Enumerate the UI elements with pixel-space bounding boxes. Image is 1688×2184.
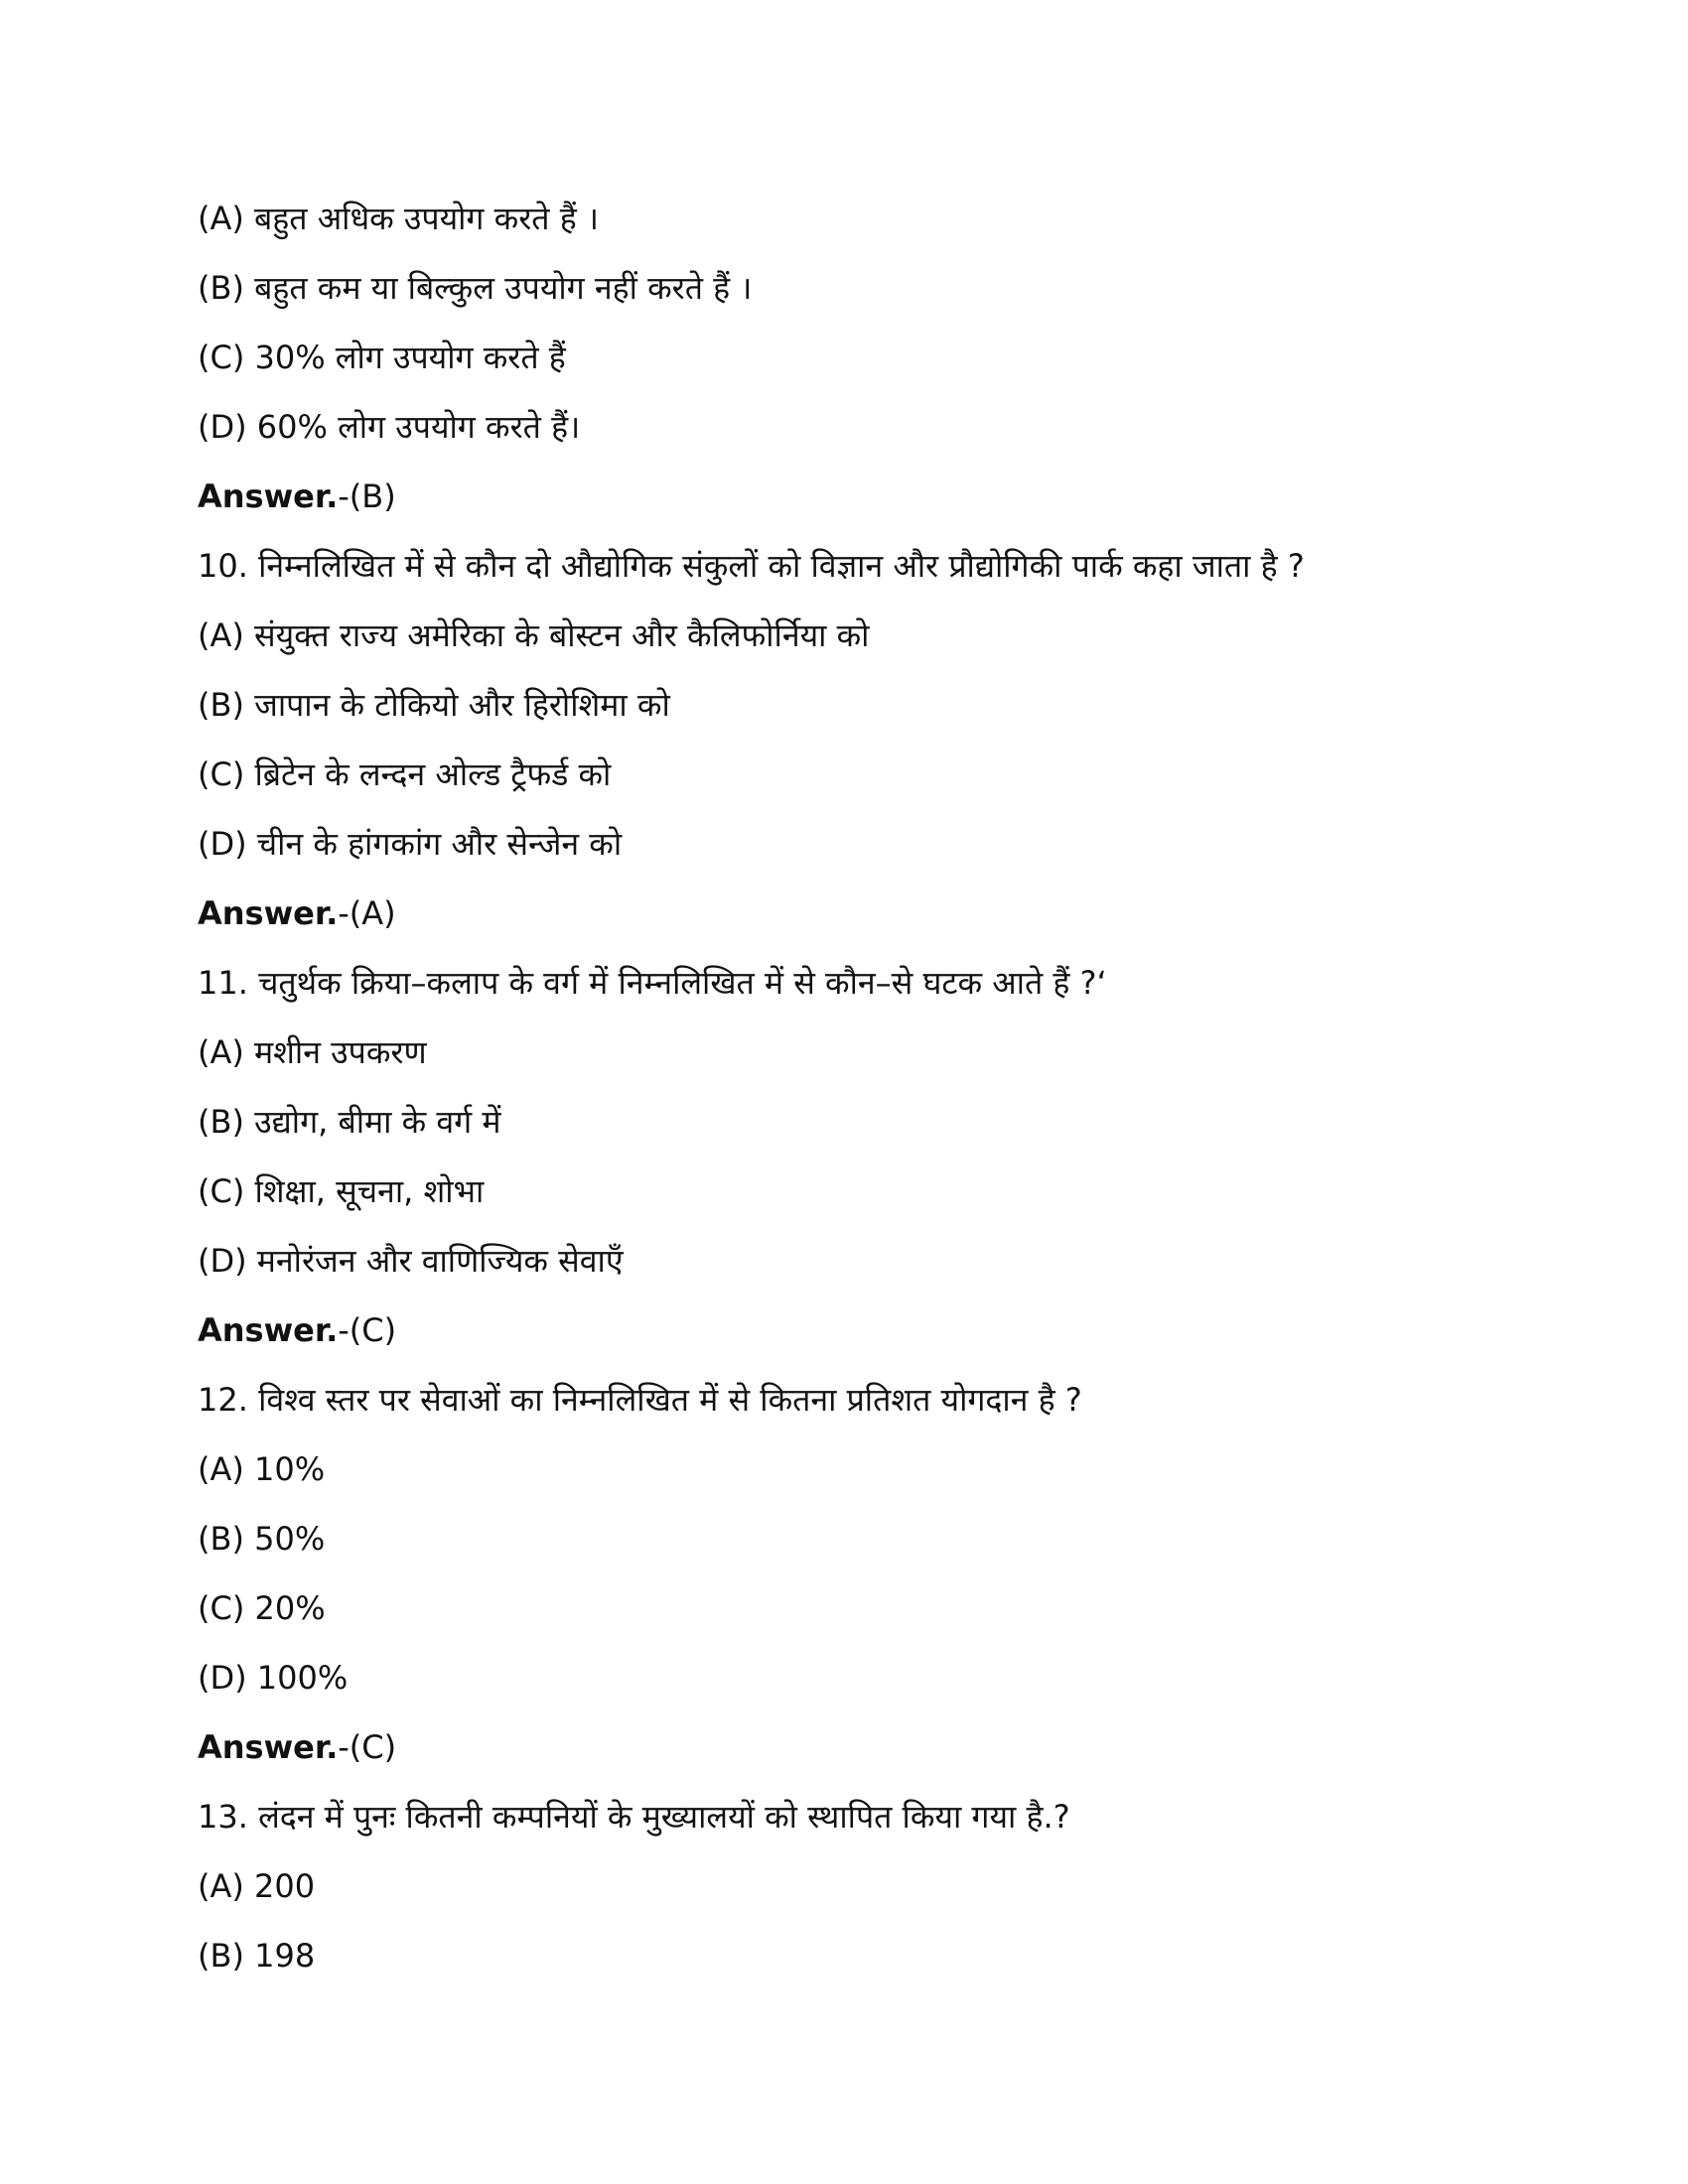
question-text: 11. चतुर्थक क्रिया–कलाप के वर्ग में निम्नलिखित में से कौन–से घटक आते हैं ?‘ [198, 964, 1107, 1002]
option-c: (C) 30% लोग उपयोग करते हैं [198, 339, 566, 376]
option-a: (A) संयुक्त राज्य अमेरिका के बोस्टन और कैलिफोर्निया को [198, 616, 870, 654]
answer-line [198, 889, 1488, 959]
answer-label: Answer. [198, 1311, 339, 1349]
option-b: (B) बहुत कम या बिल्कुल उपयोग नहीं करते हैं । [198, 269, 753, 307]
answer-label: Answer. [198, 1728, 339, 1766]
option-a: (A) 10% [198, 1450, 326, 1488]
option-d: (D) 100% [198, 1659, 349, 1697]
option-b: (B) 50% [198, 1520, 326, 1558]
answer-line [198, 1306, 1488, 1376]
answer-label: Answer. [198, 478, 339, 515]
question-text: 12. विश्व स्तर पर सेवाओं का निम्नलिखित में से कितना प्रतिशत योगदान है ? [198, 1381, 1082, 1419]
option-d: (D) 60% लोग उपयोग करते हैं। [198, 408, 581, 446]
answer-value: -(C) [338, 1311, 397, 1349]
question-list [198, 195, 1488, 2001]
option-b: (B) उद्योग, बीमा के वर्ग में [198, 1103, 501, 1141]
answer-value: -(A) [338, 894, 396, 932]
option-a: (A) मशीन उपकरण [198, 1033, 427, 1071]
option-c: (C) ब्रिटेन के लन्दन ओल्ड ट्रैफर्ड को [198, 755, 612, 793]
answer-value: -(B) [338, 478, 396, 515]
option-a: (A) 200 [198, 1867, 316, 1905]
question-text: 10. निम्नलिखित में से कौन दो औद्योगिक संकुलों को विज्ञान और प्रौद्योगिकी पार्क कहा जाता है ? [198, 547, 1305, 585]
answer-line [198, 473, 1488, 542]
answer-line [198, 1723, 1488, 1793]
option-d: (D) मनोरंजन और वाणिज्यिक सेवाएँ [198, 1242, 624, 1280]
answer-label: Answer. [198, 894, 339, 932]
option-b: (B) 198 [198, 1937, 316, 1975]
answer-value: -(C) [338, 1728, 397, 1766]
question-text: 13. लंदन में पुनः कितनी कम्पनियों के मुख्यालयों को स्थापित किया गया है.? [198, 1798, 1070, 1836]
option-c: (C) शिक्षा, सूचना, शोभा [198, 1172, 485, 1210]
option-b: (B) जापान के टोकियो और हिरोशिमा को [198, 686, 670, 724]
option-d: (D) चीन के हांगकांग और सेन्जेन को [198, 825, 623, 863]
option-a: (A) बहुत अधिक उपयोग करते हैं । [198, 200, 599, 237]
option-c: (C) 20% [198, 1589, 326, 1627]
